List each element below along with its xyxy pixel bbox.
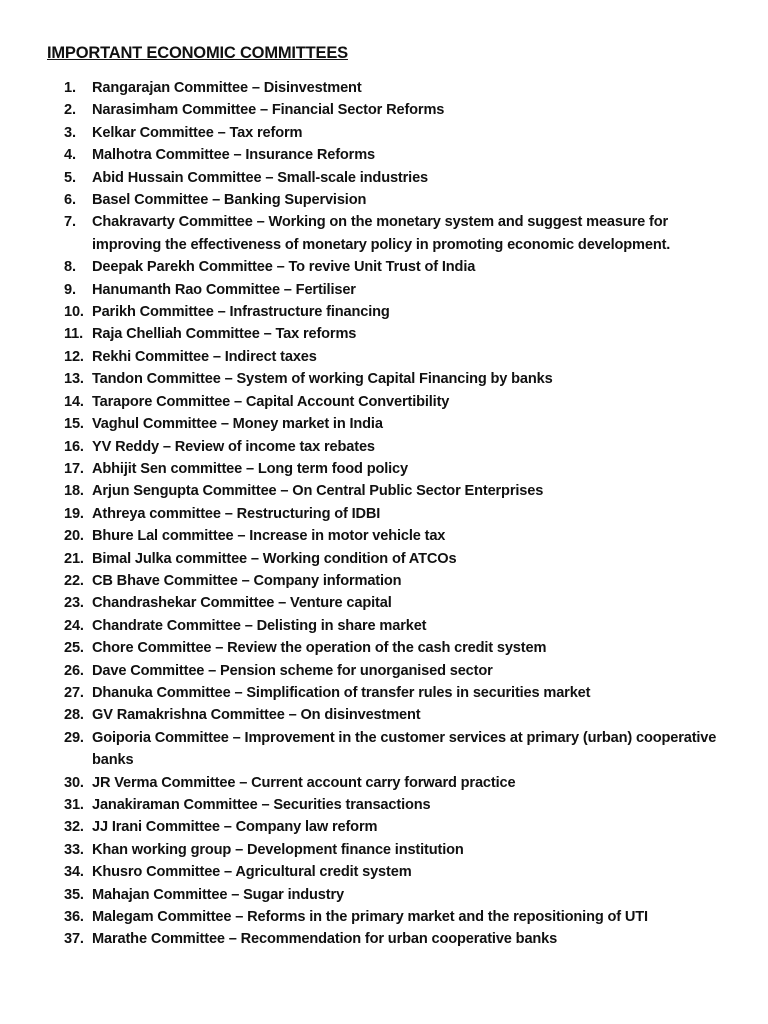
list-item [64, 167, 734, 189]
item-number: 19. [64, 505, 84, 522]
item-text: Tarapore Committee – Capital Account Convertibility [92, 393, 450, 410]
list-item [64, 772, 734, 794]
list-item [64, 503, 734, 525]
item-number: 35. [64, 886, 84, 903]
item-number: 1. [64, 80, 76, 96]
item-number: 9. [64, 281, 76, 298]
item-number: 4. [64, 147, 76, 164]
item-number: 16. [64, 438, 84, 455]
list-item [64, 77, 734, 99]
item-number: 37. [64, 931, 84, 948]
item-text: Khan working group – Development finance institution [92, 841, 464, 858]
list-item [64, 570, 734, 592]
item-number: 26. [64, 662, 84, 679]
item-text: Janakiraman Committee – Securities transactions [92, 797, 431, 813]
item-number: 12. [64, 348, 84, 365]
item-text: Mahajan Committee – Sugar industry [92, 886, 344, 903]
item-text: Malhotra Committee – Insurance Reforms [92, 147, 376, 164]
list-item [64, 122, 734, 144]
item-number: 5. [64, 169, 76, 186]
item-text: YV Reddy – Review of income tax rebates [92, 438, 375, 455]
list-item [64, 548, 734, 570]
item-number: 10. [64, 304, 84, 321]
list-item [64, 615, 734, 637]
item-text: Abhijit Sen committee – Long term food policy [92, 460, 408, 477]
item-text: Narasimham Committee – Financial Sector Reforms [92, 102, 445, 119]
item-text: JR Verma Committee – Current account carry forward practice [92, 774, 516, 791]
list-item [64, 144, 734, 166]
item-text: Vaghul Committee – Money market in India [92, 416, 383, 433]
item-text: Athreya committee – Restructuring of IDBI [92, 505, 381, 522]
item-number: 15. [64, 416, 84, 433]
item-number: 32. [64, 819, 84, 836]
item-number: 7. [64, 214, 76, 231]
list-item [64, 816, 734, 838]
list-item [64, 458, 734, 480]
document-title: IMPORTANT ECONOMIC COMMITTEES [47, 44, 348, 62]
list-item [64, 660, 734, 682]
list-item [64, 413, 734, 435]
item-text: Tandon Committee – System of working Capital Financing by banks [92, 371, 553, 388]
item-text: Parikh Committee – Infrastructure financing [92, 304, 390, 321]
item-number: 28. [64, 707, 84, 724]
item-number: 14. [64, 393, 84, 410]
item-text: Khusro Committee – Agricultural credit system [92, 864, 412, 881]
item-number: 29. [64, 729, 84, 746]
item-number: 17. [64, 460, 84, 477]
item-text: Bhure Lal committee – Increase in motor vehicle tax [92, 528, 446, 545]
list-item [64, 368, 734, 390]
item-number: 33. [64, 841, 84, 858]
item-text: Dave Committee – Pension scheme for unorganised sector [92, 662, 493, 679]
item-text: Hanumanth Rao Committee – Fertiliser [92, 281, 356, 298]
list-item [64, 256, 734, 278]
item-text: CB Bhave Committee – Company information [92, 572, 402, 589]
item-number: 23. [64, 595, 84, 612]
item-text: Dhanuka Committee – Simplification of transfer rules in securities market [92, 684, 591, 701]
list-item [64, 682, 734, 704]
item-text: Malegam Committee – Reforms in the primary market and the repositioning of UTI [92, 909, 648, 926]
list-item [64, 436, 734, 458]
list-item [64, 637, 734, 659]
item-number: 6. [64, 192, 76, 209]
item-text: Arjun Sengupta Committee – On Central Public Sector Enterprises [92, 483, 544, 500]
list-item [64, 727, 734, 772]
list-item [64, 301, 734, 323]
list-item [64, 211, 734, 256]
item-text: Chore Committee – Review the operation of the cash credit system [92, 640, 547, 657]
list-item [64, 794, 734, 816]
list-item [64, 480, 734, 502]
item-number: 8. [64, 259, 76, 276]
item-text: Kelkar Committee – Tax reform [92, 124, 303, 141]
item-text: Chandrashekar Committee – Venture capital [92, 595, 392, 612]
committee-list [64, 77, 734, 951]
item-text: Goiporia Committee – Improvement in the customer services at primary (urban) cooperative banks [92, 729, 717, 769]
list-item [64, 346, 734, 368]
item-number: 31. [64, 797, 84, 813]
item-text: Deepak Parekh Committee – To revive Unit Trust of India [92, 259, 476, 276]
item-text: Chakravarty Committee – Working on the monetary system and suggest measure for improving the effectiveness of monetary policy in promoting economic development. [92, 214, 671, 253]
item-number: 30. [64, 774, 84, 791]
list-item [64, 525, 734, 547]
item-text: GV Ramakrishna Committee – On disinvestment [92, 707, 421, 724]
item-text: Marathe Committee – Recommendation for urban cooperative banks [92, 931, 558, 948]
item-number: 27. [64, 684, 84, 701]
list-item [64, 323, 734, 345]
item-text: Basel Committee – Banking Supervision [92, 192, 367, 209]
item-number: 21. [64, 550, 84, 567]
item-text: Rekhi Committee – Indirect taxes [92, 348, 317, 365]
list-item [64, 189, 734, 211]
item-number: 25. [64, 640, 84, 657]
item-text: Raja Chelliah Committee – Tax reforms [92, 326, 357, 343]
list-item [64, 279, 734, 301]
item-number: 34. [64, 864, 84, 881]
item-number: 22. [64, 572, 84, 589]
list-item [64, 704, 734, 726]
item-text: Chandrate Committee – Delisting in share market [92, 617, 427, 634]
list-item [64, 884, 734, 906]
list-item [64, 861, 734, 883]
item-text: Bimal Julka committee – Working condition of ATCOs [92, 550, 457, 567]
list-item [64, 99, 734, 121]
item-number: 3. [64, 124, 76, 141]
list-item [64, 592, 734, 614]
item-number: 11. [64, 326, 84, 343]
list-item [64, 839, 734, 861]
item-number: 2. [64, 102, 76, 119]
list-item [64, 906, 734, 928]
item-number: 36. [64, 909, 84, 926]
item-text: JJ Irani Committee – Company law reform [92, 819, 378, 836]
item-text: Abid Hussain Committee – Small-scale industries [92, 169, 429, 186]
list-item [64, 391, 734, 413]
item-number: 13. [64, 371, 84, 388]
item-number: 18. [64, 483, 84, 500]
item-number: 24. [64, 617, 84, 634]
item-text: Rangarajan Committee – Disinvestment [92, 80, 362, 96]
list-item [64, 928, 734, 950]
item-number: 20. [64, 528, 84, 545]
